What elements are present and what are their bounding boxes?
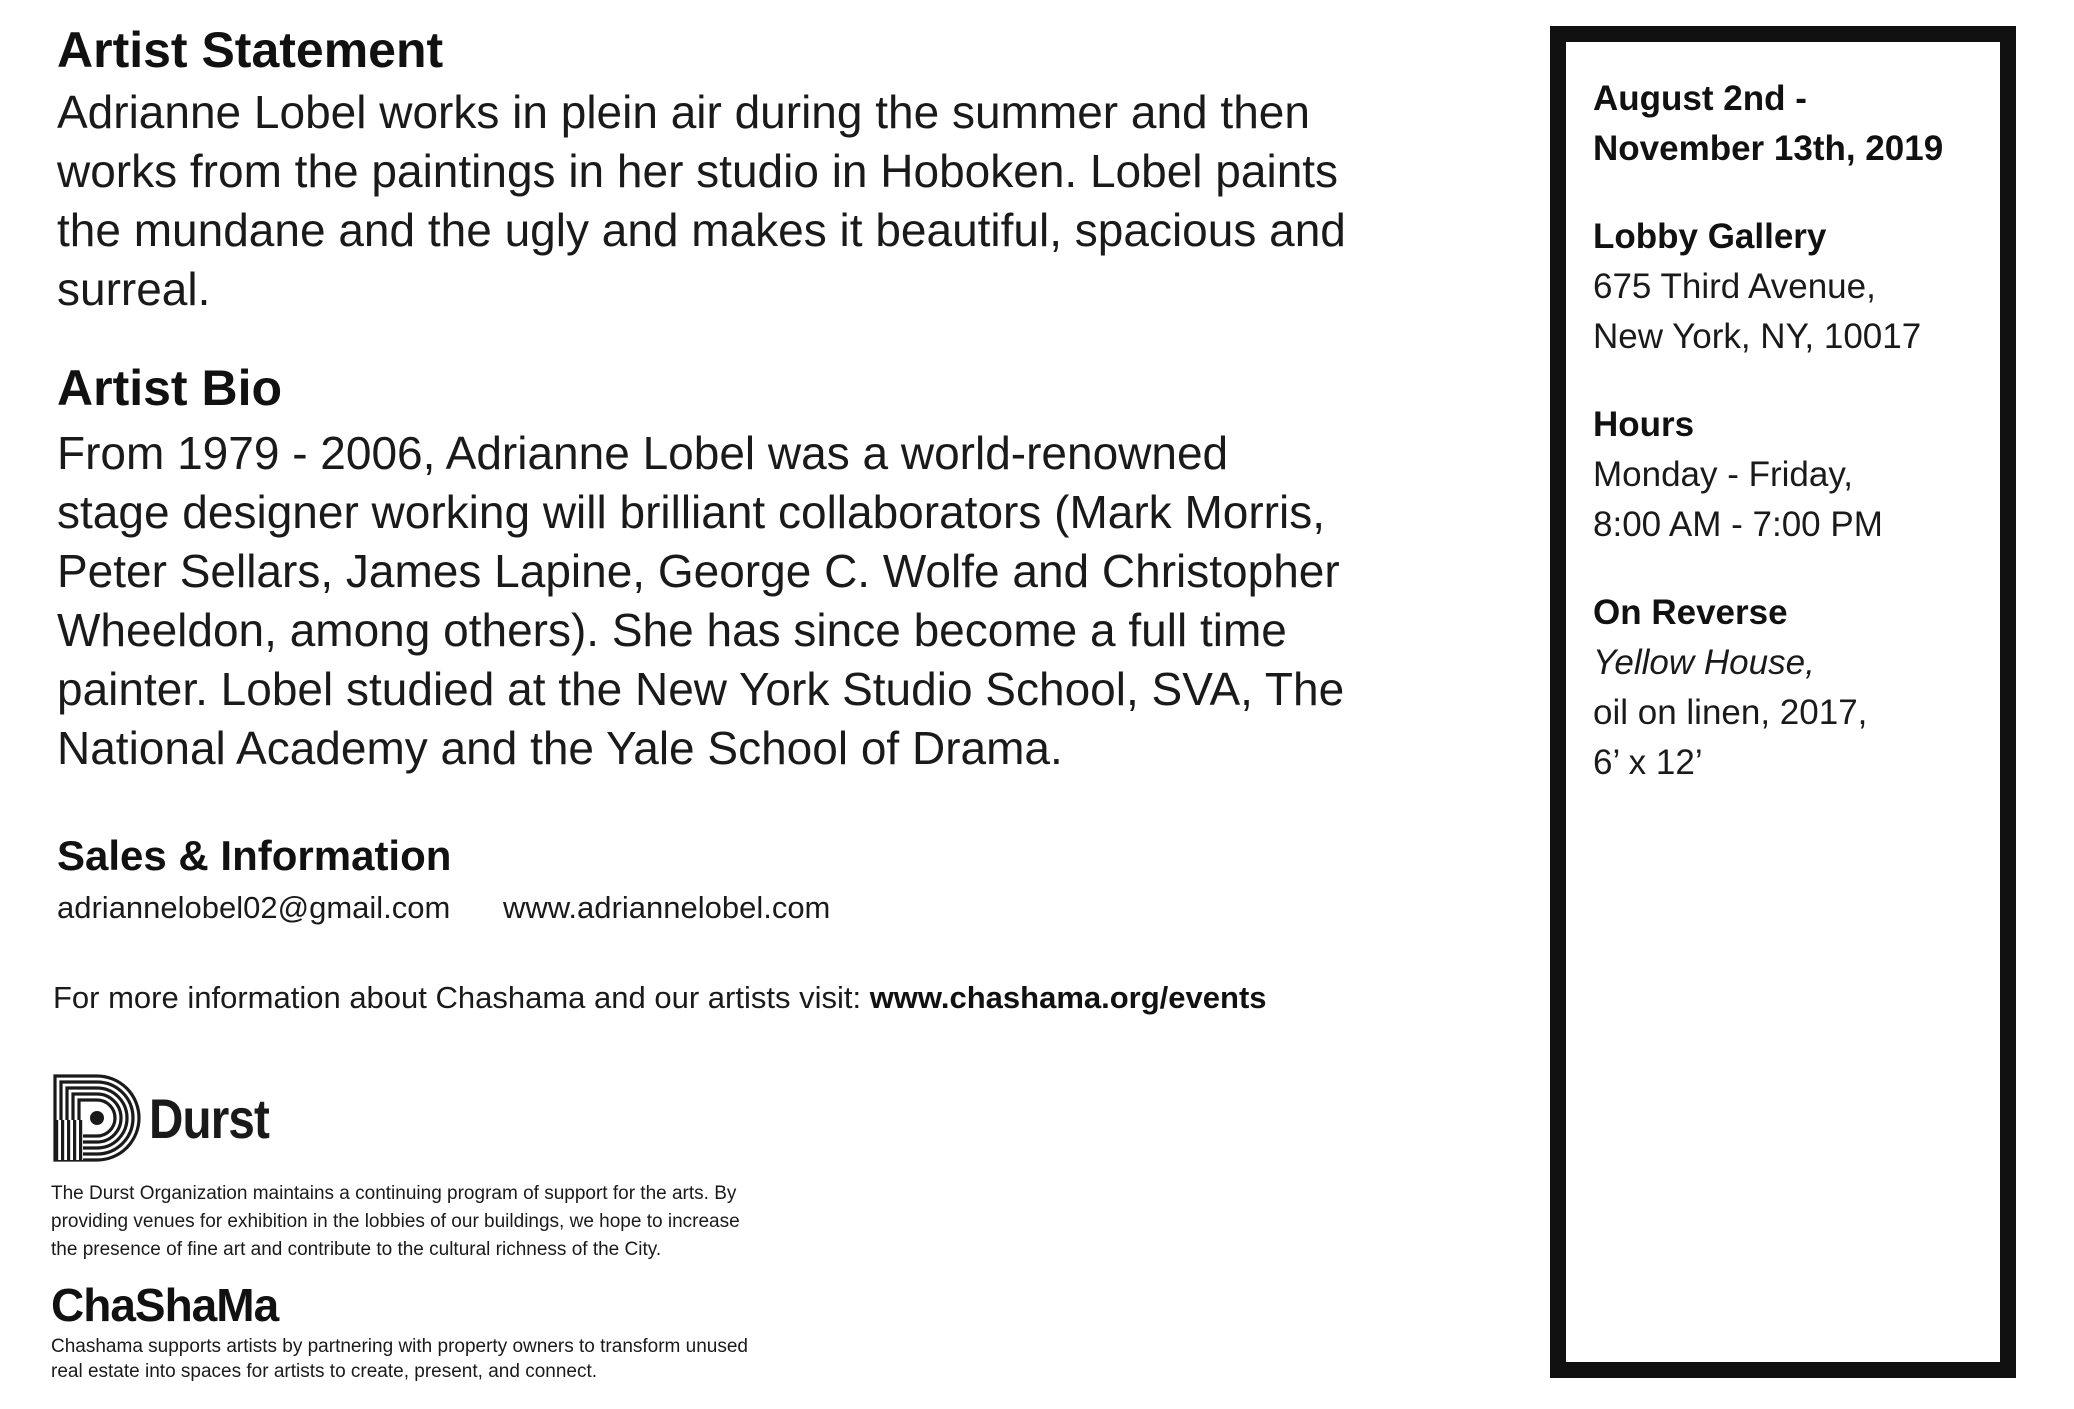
exhibition-dates (1593, 74, 2013, 174)
venue-address-line: 675 Third Avenue, (1593, 267, 1876, 306)
bio-line: National Academy and the Yale School of Drama. (57, 722, 1063, 774)
bio-line: From 1979 - 2006, Adrianne Lobel was a world-renowned (57, 427, 1229, 479)
chashama-description (51, 1334, 851, 1384)
chashama-line: Chashama supports artists by partnering with property owners to transform unused (51, 1336, 748, 1357)
chashama-line: real estate into spaces for artists to create, present, and connect. (51, 1361, 598, 1382)
dates-line: November 13th, 2019 (1593, 129, 1944, 168)
durst-line: the presence of fine art and contribute to the cultural richness of the City. (51, 1239, 662, 1260)
artwork-detail-line: 6’ x 12’ (1593, 743, 1703, 782)
more-info-line (53, 978, 1267, 1018)
durst-description (51, 1180, 851, 1264)
exhibition-info-box (1550, 26, 2016, 1378)
chashama-logo: ChaShaMa (51, 1279, 279, 1331)
dates-line: August 2nd - (1593, 79, 1807, 118)
website-link[interactable]: www.adriannelobel.com (502, 890, 831, 925)
durst-wordmark: Durst (149, 1086, 270, 1150)
venue-title: Lobby Gallery (1593, 217, 1827, 256)
statement-line: works from the paintings in her studio in Hoboken. Lobel paints (57, 145, 1339, 197)
venue-block (1593, 212, 2013, 362)
bio-line: Peter Sellars, James Lapine, George C. Wolfe and Christopher (57, 545, 1340, 597)
statement-line: the mundane and the ugly and makes it beautiful, spacious and (57, 204, 1346, 256)
statement-line: surreal. (57, 263, 211, 315)
reverse-title: On Reverse (1593, 593, 1788, 632)
artwork-title: Yellow House, (1593, 643, 1815, 682)
info-box-content (1593, 74, 2013, 826)
reverse-block (1593, 588, 2013, 788)
statement-line: Adrianne Lobel works in plein air during the summer and then (57, 86, 1310, 138)
durst-logo (51, 1072, 290, 1164)
artist-bio-heading: Artist Bio (57, 360, 282, 416)
hours-block (1593, 400, 2013, 550)
durst-line: providing venues for exhibition in the lobbies of our buildings, we hope to increase (51, 1211, 740, 1232)
more-info-text: For more information about Chashama and our artists visit: (53, 980, 870, 1015)
bio-line: painter. Lobel studied at the New York Studio School, SVA, The (57, 663, 1345, 715)
artist-statement-heading: Artist Statement (57, 22, 444, 78)
durst-line: The Durst Organization maintains a continuing program of support for the arts. By (51, 1183, 737, 1204)
email-link[interactable]: adriannelobel02@gmail.com (57, 890, 451, 925)
hours-line: 8:00 AM - 7:00 PM (1593, 505, 1883, 544)
sales-information-heading: Sales & Information (57, 832, 452, 879)
artist-bio-text (57, 424, 1497, 778)
durst-d-icon (51, 1072, 143, 1164)
hours-line: Monday - Friday, (1593, 455, 1853, 494)
chashama-events-link[interactable]: www.chashama.org/events (869, 980, 1267, 1015)
bio-line: Wheeldon, among others). She has since become a full time (57, 604, 1287, 656)
bio-line: stage designer working will brilliant collaborators (Mark Morris, (57, 486, 1325, 538)
contact-row (57, 888, 830, 928)
artwork-detail-line: oil on linen, 2017, (1593, 693, 1868, 732)
artist-statement-text (57, 83, 1497, 319)
venue-address-line: New York, NY, 10017 (1593, 317, 1922, 356)
hours-title: Hours (1593, 405, 1695, 444)
